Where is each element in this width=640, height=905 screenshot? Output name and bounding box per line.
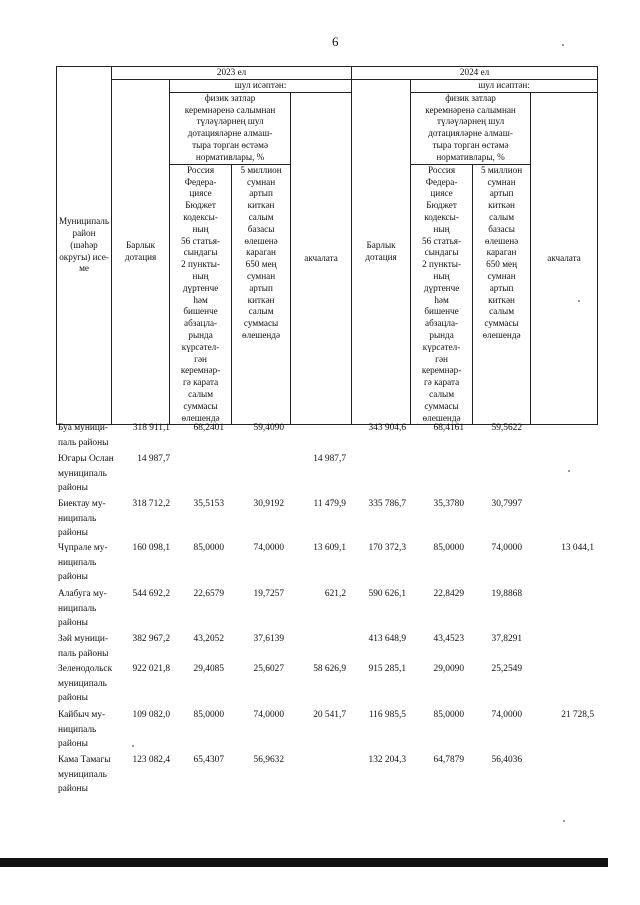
total-2023: 544 692,2 [132,589,170,599]
scan-speck [578,300,580,302]
rate2-2024: 56,4036 [491,755,522,765]
scan-border-bar [0,858,608,867]
municipality-name: Буа муници- паль районы [58,423,109,448]
total-2024: 413 648,9 [368,634,406,644]
total-2024: 170 372,3 [368,543,406,553]
cash-2024: 21 728,5 [561,710,594,720]
rate2-2024: 74,0000 [491,710,522,720]
rate1-2024: 43,4523 [433,634,464,644]
municipality-name: Югары Ослан муниципаль районы [58,454,114,493]
municipality-name: Чүпрәле му- ниципаль районы [58,543,108,582]
scan-speck [562,44,564,46]
cash-2023: 621,2 [324,589,346,599]
scan-speck [132,745,134,747]
rate1-2023: 29,4085 [193,664,224,674]
municipality-name: Кама Тамагы муниципаль районы [58,755,111,794]
total-2023: 382 967,2 [132,634,170,644]
cash-2024: 13 044,1 [561,543,594,553]
rate2-2024: 37,8291 [491,634,522,644]
rate2-2023: 59,4090 [253,423,284,433]
cash-2023: 13 609,1 [313,543,346,553]
rate2-2023: 37,6139 [253,634,284,644]
year-2024-header: 2024 ел [352,67,598,80]
municipality-name: Зеленодольск муниципаль районы [58,664,113,703]
cash-2023: 20 541,7 [313,710,346,720]
rate1-2024: 68,4161 [433,423,464,433]
rate2-2023: 25,6027 [253,664,284,674]
municipality-name: Алабуга му- ниципаль районы [58,589,107,628]
total-2023: 922 021,8 [132,664,170,674]
norm-col2-2023-header: 5 миллион сумнан артып киткән салым базасы өлешенә караган 650 мең сумнан артып киткән салым суммасы өлешендә [232,164,291,425]
rate2-2024: 19,8868 [491,589,522,599]
cash-2024-header: акчалата [531,92,598,425]
total-2023: 123 082,4 [132,755,170,765]
rate2-2024: 74,0000 [491,543,522,553]
total-2023: 318 712,2 [132,499,170,509]
total-2024: 132 204,3 [368,755,406,765]
rate1-2024: 64,7879 [433,755,464,765]
rate2-2023: 74,0000 [253,543,284,553]
total-2023: 14 987,7 [137,454,170,464]
scan-speck [563,820,565,822]
rate1-2024: 85,0000 [433,710,464,720]
rate1-2023: 22,6579 [193,589,224,599]
rate2-2023: 30,9192 [253,499,284,509]
total-2023: 109 082,0 [132,710,170,720]
norm-col1-2023-header: Россия Федера- циясе Бюджет кодексы- ның 56 статья- сындагы 2 пункты- ның дүртенче һәм бишенче абзацла- рында күрсәтел- гән керемнәр- гә карата салым суммасы өлешендә [170,164,232,425]
rate1-2024: 85,0000 [433,543,464,553]
rate1-2024: 22,8429 [433,589,464,599]
page-number: 6 [332,34,339,49]
rate2-2023: 19,7257 [253,589,284,599]
total-2024: 335 786,7 [368,499,406,509]
total-2024: 915 285,1 [368,664,406,674]
municipality-name: Кайбыч му- ниципаль районы [58,710,106,749]
rate2-2023: 74,0000 [253,710,284,720]
rate2-2024: 30,7997 [491,499,522,509]
total-2024: 343 904,6 [368,423,406,433]
municipality-name: Зәй муници- паль районы [58,634,109,659]
total-2023: 318 911,1 [132,423,170,433]
rate1-2023: 43,2052 [193,634,224,644]
rate2-2024: 59,5622 [491,423,522,433]
norm-col1-2024-header: Россия Федера- циясе Бюджет кодексы- ның 56 статья- сындагы 2 пункты- ның дүртенче һәм бишенче абзацла- рында күрсәтел- гән керемнәр- гә карата салым суммасы өлешендә [411,164,473,425]
year-2023-header: 2023 ел [112,67,352,80]
col-municipality-header [57,67,112,425]
rate1-2024: 29,0090 [433,664,464,674]
cash-2023: 11 479,9 [313,499,346,509]
scan-speck [568,470,570,472]
norm-group-2023-header: физик затлар керемнәренә салымнан түләүләрнең шул дотацияләрне алмаш- тыра торган өстәмә нормативлары, % [170,92,291,164]
norm-group-2024-header: физик затлар керемнәренә салымнан түләүләрнең шул дотацияләрне алмаш- тыра торган өстәмә нормативлары, % [411,92,531,164]
cash-2023: 14 987,7 [313,454,346,464]
cash-2023: 58 626,9 [313,664,346,674]
norm-col2-2024-header: 5 миллион сумнан артып киткән салым базасы өлешенә караган 650 мең сумнан артып киткән салым суммасы өлешендә [473,164,531,425]
total-2024-header: Барлык дотация [352,80,411,425]
table-header [56,66,598,425]
including-2023-header: шул исәптән: [170,80,352,93]
total-2023: 160 098,1 [132,543,170,553]
including-2024-header: шул исәптән: [411,80,598,93]
rate1-2023: 85,0000 [193,710,224,720]
cash-2023-header: акчалата [291,92,352,425]
total-2024: 116 985,5 [368,710,406,720]
rate1-2023: 35,5153 [193,499,224,509]
rate1-2024: 35,3780 [433,499,464,509]
rate2-2024: 25,2549 [491,664,522,674]
total-2024: 590 626,1 [368,589,406,599]
rate1-2023: 85,0000 [193,543,224,553]
rate1-2023: 65,4307 [193,755,224,765]
municipality-label: Муниципаль район (шәһәр округы) исе- ме [59,216,110,274]
rate2-2023: 56,9632 [253,755,284,765]
total-2023-header: Барлык дотация [112,80,170,425]
municipality-name: Биектау му- ниципаль районы [58,499,106,538]
rate1-2023: 68,2401 [193,423,224,433]
